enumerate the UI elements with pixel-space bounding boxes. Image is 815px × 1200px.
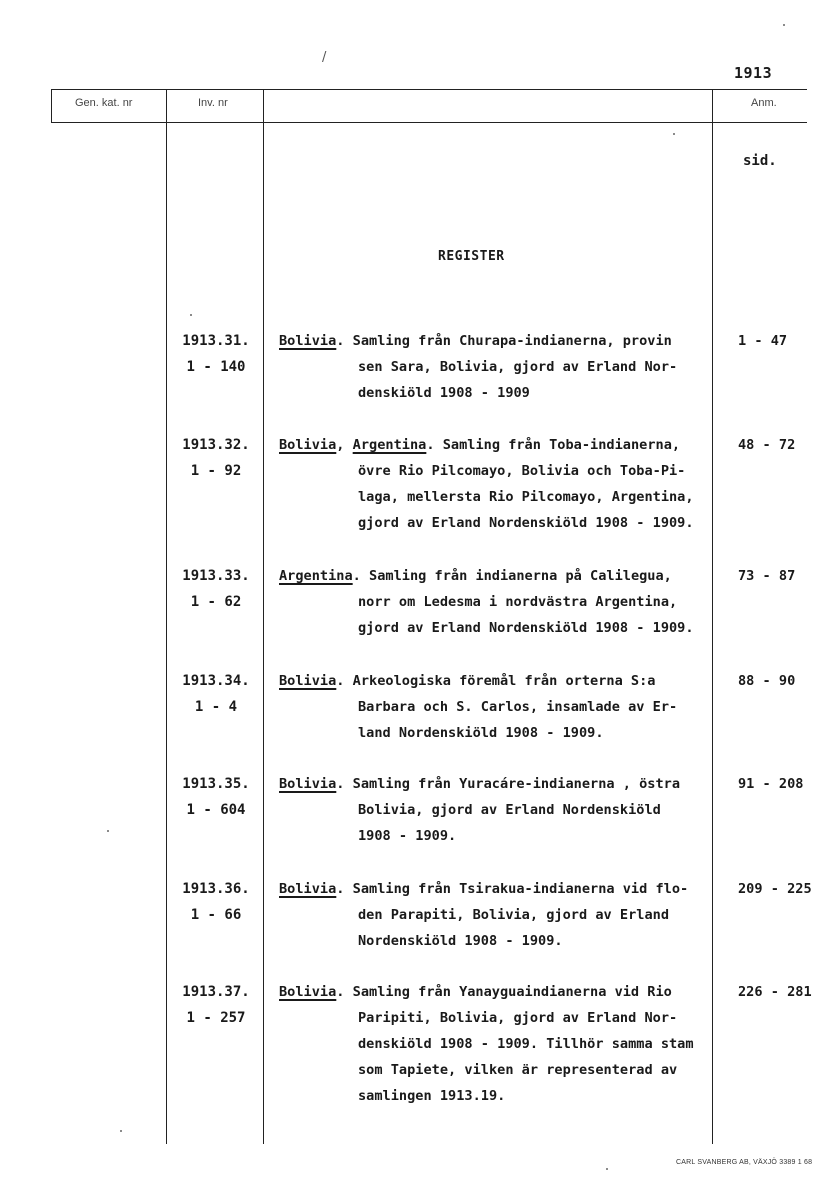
- inv-number: [170, 771, 262, 823]
- column-rule-desc: [263, 89, 264, 1144]
- description-line: Argentina. Samling från indianerna på Calilegua,: [279, 568, 672, 584]
- description-line: samlingen 1913.19.: [358, 1088, 506, 1104]
- country-heading: Bolivia: [279, 881, 337, 897]
- inv-number-range: 1 - 257: [186, 1010, 246, 1026]
- entry-description: [279, 432, 694, 536]
- inv-number-year: 1913.34.: [182, 673, 250, 689]
- country-heading: Argentina: [279, 568, 353, 584]
- description-line: Bolivia. Samling från Yuracáre-indianerna , östra: [279, 776, 681, 792]
- inv-number-range: 1 - 140: [186, 359, 246, 375]
- inv-number: [170, 876, 262, 928]
- scan-speck: [107, 830, 109, 832]
- entry-description: [279, 876, 688, 954]
- description-line: Nordenskiöld 1908 - 1909.: [358, 933, 563, 949]
- description-line: norr om Ledesma i nordvästra Argentina,: [358, 594, 678, 610]
- description-line: som Tapiete, vilken är representerad av: [358, 1062, 678, 1078]
- page-range: 226 - 281: [738, 984, 812, 1000]
- description-line: denskiöld 1908 - 1909. Tillhör samma stam: [358, 1036, 694, 1052]
- inv-number-range: 1 - 62: [190, 594, 242, 610]
- header-gen-kat-nr: Gen. kat. nr: [75, 97, 133, 109]
- description-line: land Nordenskiöld 1908 - 1909.: [358, 725, 604, 741]
- inv-number-year: 1913.35.: [182, 776, 250, 792]
- entry-description: [279, 668, 677, 746]
- entry-description: [279, 328, 677, 406]
- country-heading: Bolivia: [279, 437, 337, 453]
- description-line: laga, mellersta Rio Pilcomayo, Argentina,: [358, 489, 694, 505]
- inv-number-range: 1 - 604: [186, 802, 246, 818]
- header-anm: Anm.: [751, 97, 777, 109]
- entry-description: [279, 563, 694, 641]
- page-range: 73 - 87: [738, 568, 796, 584]
- country-heading: Bolivia: [279, 673, 337, 689]
- scan-speck: [783, 24, 785, 26]
- column-rule-anm: [712, 89, 713, 1144]
- description-line: Bolivia, Argentina. Samling från Toba-indianerna,: [279, 437, 681, 453]
- description-line: gjord av Erland Nordenskiöld 1908 - 1909.: [358, 620, 694, 636]
- printer-footer: CARL SVANBERG AB, VÄXJÖ 3389 1 68: [676, 1159, 813, 1166]
- inv-number-range: 1 - 4: [194, 699, 238, 715]
- inv-number-year: 1913.33.: [182, 568, 250, 584]
- description-line: denskiöld 1908 - 1909: [358, 385, 530, 401]
- page-range: 209 - 225: [738, 881, 812, 897]
- country-heading: Bolivia: [279, 776, 337, 792]
- header-inv-nr: Inv. nr: [198, 97, 228, 109]
- sid-label: sid.: [743, 153, 777, 169]
- scan-speck: [120, 1130, 122, 1132]
- stray-mark: /: [322, 50, 327, 65]
- page-range: 1 - 47: [738, 333, 788, 349]
- inv-number-range: 1 - 66: [190, 907, 242, 923]
- inv-number: [170, 563, 262, 615]
- inv-number: [170, 432, 262, 484]
- header-top-rule: [51, 89, 807, 90]
- column-rule-inv: [166, 89, 167, 1144]
- header-bottom-rule: [51, 122, 807, 123]
- scan-speck: [190, 314, 192, 316]
- inv-number-range: 1 - 92: [190, 463, 242, 479]
- description-line: Bolivia. Samling från Yanayguaindianerna vid Rio: [279, 984, 672, 1000]
- page-range: 48 - 72: [738, 437, 796, 453]
- country-heading: Bolivia: [279, 984, 337, 1000]
- description-line: gjord av Erland Nordenskiöld 1908 - 1909.: [358, 515, 694, 531]
- inv-number-year: 1913.36.: [182, 881, 250, 897]
- header-left-edge: [51, 89, 52, 123]
- page-range: 88 - 90: [738, 673, 796, 689]
- entry-description: [279, 771, 680, 849]
- inv-number: [170, 979, 262, 1031]
- country-heading: Bolivia: [279, 333, 337, 349]
- page-year: 1913: [734, 64, 773, 82]
- page-range: 91 - 208: [738, 776, 804, 792]
- scan-speck: [606, 1168, 608, 1170]
- register-title: REGISTER: [438, 249, 505, 264]
- description-line: Paripiti, Bolivia, gjord av Erland Nor-: [358, 1010, 678, 1026]
- description-line: övre Rio Pilcomayo, Bolivia och Toba-Pi-: [358, 463, 686, 479]
- entry-description: [279, 979, 694, 1109]
- description-line: sen Sara, Bolivia, gjord av Erland Nor-: [358, 359, 678, 375]
- scan-speck: [673, 133, 675, 135]
- country-heading: Argentina: [352, 437, 427, 453]
- inv-number: [170, 668, 262, 720]
- description-line: den Parapiti, Bolivia, gjord av Erland: [358, 907, 669, 923]
- inv-number-year: 1913.32.: [182, 437, 250, 453]
- description-line: Barbara och S. Carlos, insamlade av Er-: [358, 699, 678, 715]
- inv-number-year: 1913.37.: [182, 984, 250, 1000]
- description-line: 1908 - 1909.: [358, 828, 457, 844]
- description-line: Bolivia, gjord av Erland Nordenskiöld: [358, 802, 661, 818]
- description-line: Bolivia. Samling från Churapa-indianerna, provin: [279, 333, 672, 349]
- inv-number: [170, 328, 262, 380]
- inv-number-year: 1913.31.: [182, 333, 250, 349]
- description-line: Bolivia. Samling från Tsirakua-indianerna vid flo-: [279, 881, 689, 897]
- description-line: Bolivia. Arkeologiska föremål från orterna S:a: [279, 673, 656, 689]
